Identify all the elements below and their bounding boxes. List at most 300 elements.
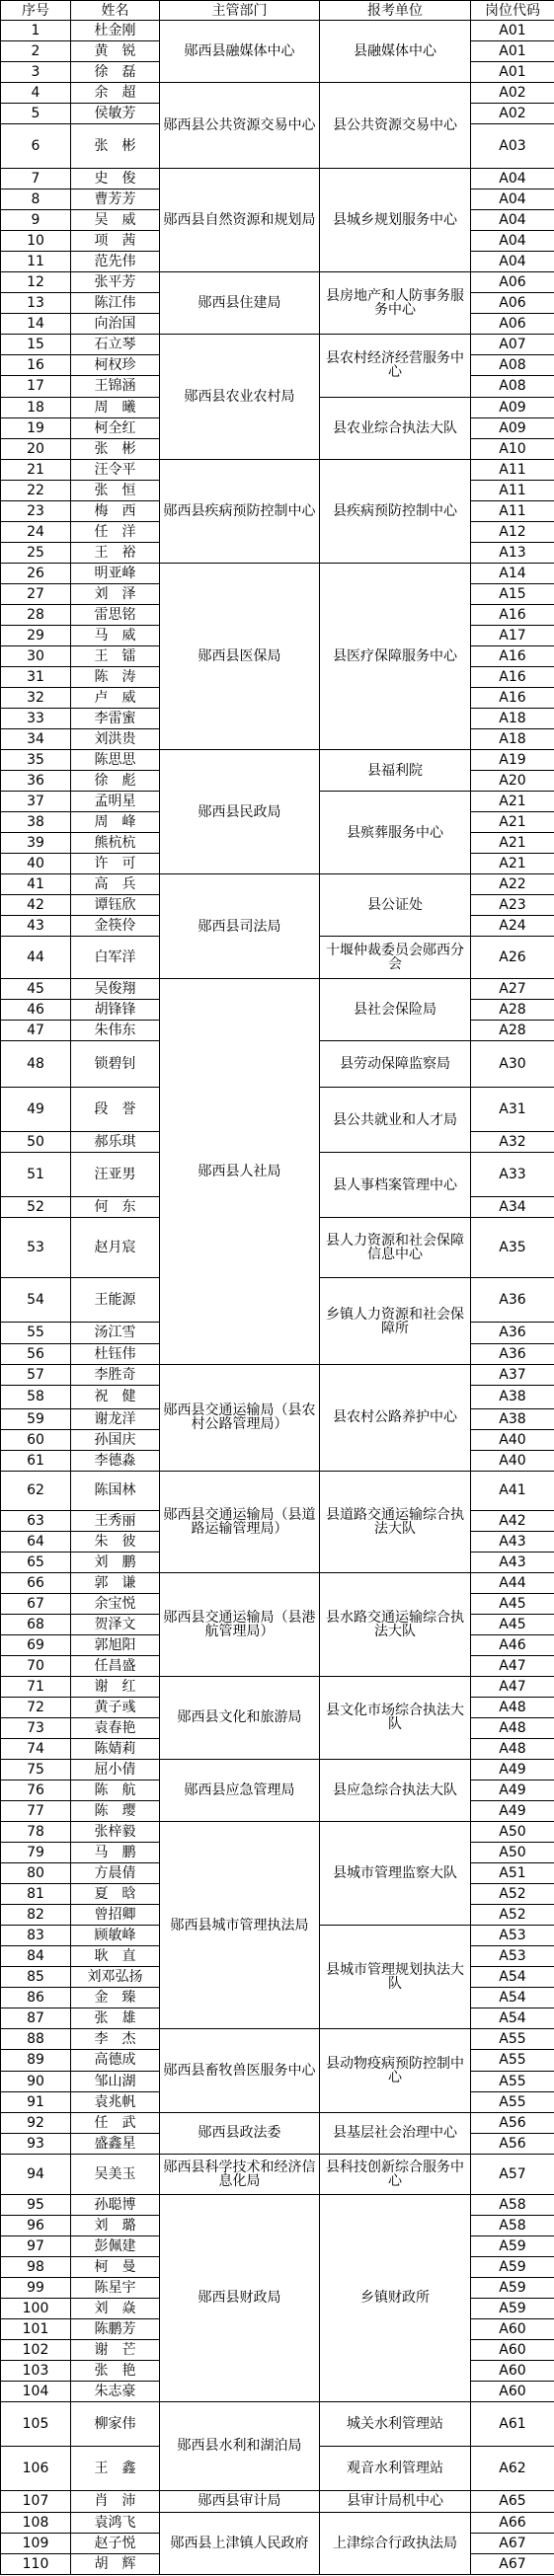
table-row: [1, 979, 554, 1000]
unit-cell: 县农村经济经营服务中心: [320, 335, 471, 397]
person-name: 陈江伟: [71, 293, 160, 314]
position-code: A02: [471, 83, 554, 104]
person-name: 吴美玉: [71, 2154, 160, 2194]
row-index: 34: [1, 729, 71, 750]
row-index: 2: [1, 41, 71, 62]
row-index: 98: [1, 2256, 71, 2277]
position-code: A46: [471, 1634, 554, 1655]
row-index: 51: [1, 1153, 71, 1197]
position-code: A36: [471, 1278, 554, 1323]
row-index: 46: [1, 1000, 71, 1021]
position-code: A26: [471, 937, 554, 979]
position-code: A27: [471, 979, 554, 1000]
department-cell: 郧西县民政局: [160, 750, 320, 874]
person-name: 张 艳: [71, 2360, 160, 2381]
position-code: A09: [471, 417, 554, 438]
table-body: [1, 21, 554, 2575]
person-name: 郭 谦: [71, 1572, 160, 1593]
person-name: 张平芳: [71, 272, 160, 293]
department-cell: 郧西县审计局: [160, 2490, 320, 2512]
unit-cell: 城关水利管理站: [320, 2401, 471, 2446]
table-row: [1, 2512, 554, 2533]
position-code: A48: [471, 1739, 554, 1760]
row-index: 22: [1, 480, 71, 500]
position-code: A40: [471, 1429, 554, 1450]
position-code: A36: [471, 1323, 554, 1343]
row-index: 70: [1, 1655, 71, 1676]
department-cell: 郧西县政法委: [160, 2112, 320, 2154]
person-name: 熊杭杭: [71, 833, 160, 854]
person-name: 陈 涛: [71, 666, 160, 687]
row-index: 95: [1, 2194, 71, 2215]
position-code: A06: [471, 293, 554, 314]
row-index: 32: [1, 687, 71, 708]
position-code: A28: [471, 1021, 554, 1041]
table-row: [1, 1364, 554, 1385]
unit-cell: 县公共就业和人才局: [320, 1088, 471, 1153]
position-code: A17: [471, 625, 554, 645]
position-code: A47: [471, 1676, 554, 1697]
row-index: 11: [1, 252, 71, 272]
person-name: 王 裕: [71, 542, 160, 563]
row-index: 69: [1, 1634, 71, 1655]
unit-cell: 县福利院: [320, 750, 471, 792]
person-name: 锁碧钊: [71, 1041, 160, 1088]
person-name: 陈国林: [71, 1471, 160, 1510]
position-code: A52: [471, 1884, 554, 1905]
row-index: 74: [1, 1739, 71, 1760]
person-name: 赵月宸: [71, 1218, 160, 1278]
position-code: A67: [471, 2533, 554, 2553]
person-name: 刘 泽: [71, 583, 160, 604]
header-department: 主管部门: [160, 1, 320, 21]
unit-cell: 县人力资源和社会保障信息中心: [320, 1218, 471, 1278]
department-cell: 郧西县人社局: [160, 979, 320, 1364]
person-name: 史 俊: [71, 169, 160, 189]
person-name: 郭旭阳: [71, 1634, 160, 1655]
row-index: 100: [1, 2298, 71, 2318]
position-code: A04: [471, 189, 554, 210]
table-row: [1, 2029, 554, 2050]
row-index: 27: [1, 583, 71, 604]
position-code: A11: [471, 480, 554, 500]
unit-cell: 县文化市场综合执法大队: [320, 1676, 471, 1759]
row-index: 57: [1, 1364, 71, 1385]
row-index: 82: [1, 1905, 71, 1926]
position-code: A33: [471, 1153, 554, 1197]
person-name: 卢 威: [71, 687, 160, 708]
row-index: 68: [1, 1614, 71, 1634]
person-name: 项 茜: [71, 231, 160, 252]
row-index: 106: [1, 2446, 71, 2490]
row-index: 109: [1, 2533, 71, 2553]
unit-cell: 十堰仲裁委员会郧西分会: [320, 937, 471, 979]
row-index: 30: [1, 645, 71, 666]
person-name: 李德淼: [71, 1450, 160, 1471]
position-code: A23: [471, 895, 554, 916]
header-name: 姓名: [71, 1, 160, 21]
position-code: A08: [471, 355, 554, 376]
person-name: 王 镭: [71, 645, 160, 666]
row-index: 42: [1, 895, 71, 916]
position-code: A40: [471, 1450, 554, 1471]
unit-cell: 观音水利管理站: [320, 2446, 471, 2490]
row-index: 21: [1, 459, 71, 480]
row-index: 80: [1, 1863, 71, 1884]
header-row: [1, 1, 554, 21]
person-name: 金 臻: [71, 1988, 160, 2008]
position-code: A44: [471, 1572, 554, 1593]
person-name: 郝乐琪: [71, 1132, 160, 1153]
person-name: 刘 璐: [71, 2215, 160, 2235]
unit-cell: 乡镇人力资源和社会保障所: [320, 1278, 471, 1364]
person-name: 耿 直: [71, 1946, 160, 1967]
table-row: [1, 1822, 554, 1843]
position-code: A48: [471, 1697, 554, 1717]
row-index: 101: [1, 2318, 71, 2339]
unit-cell: 县殡葬服务中心: [320, 792, 471, 874]
department-cell: 郧西县公共资源交易中心: [160, 83, 320, 169]
row-index: 15: [1, 335, 71, 355]
person-name: 金筷伶: [71, 916, 160, 937]
person-name: 王 鑫: [71, 2446, 160, 2490]
header-index: 序号: [1, 1, 71, 21]
position-code: A11: [471, 500, 554, 521]
position-code: A01: [471, 21, 554, 41]
row-index: 81: [1, 1884, 71, 1905]
row-index: 107: [1, 2490, 71, 2512]
person-name: 谢 芒: [71, 2339, 160, 2360]
unit-cell: 县医疗保障服务中心: [320, 563, 471, 749]
position-code: A14: [471, 563, 554, 583]
person-name: 刘 鹏: [71, 1552, 160, 1572]
person-name: 余 超: [71, 83, 160, 104]
row-index: 50: [1, 1132, 71, 1153]
position-code: A47: [471, 1655, 554, 1676]
row-index: 67: [1, 1593, 71, 1614]
person-name: 胡锋锋: [71, 1000, 160, 1021]
unit-cell: 县基层社会治理中心: [320, 2112, 471, 2154]
person-name: 陈鹏芳: [71, 2318, 160, 2339]
person-name: 徐 彪: [71, 771, 160, 792]
person-name: 张 恒: [71, 480, 160, 500]
person-name: 贺泽文: [71, 1614, 160, 1634]
position-code: A31: [471, 1088, 554, 1132]
person-name: 黄子彧: [71, 1697, 160, 1717]
position-code: A21: [471, 833, 554, 854]
row-index: 65: [1, 1552, 71, 1572]
position-code: A04: [471, 231, 554, 252]
position-code: A58: [471, 2194, 554, 2215]
position-code: A60: [471, 2360, 554, 2381]
position-code: A55: [471, 2091, 554, 2112]
row-index: 25: [1, 542, 71, 563]
person-name: 杜金刚: [71, 21, 160, 41]
position-code: A54: [471, 2008, 554, 2029]
person-name: 张 雄: [71, 2008, 160, 2029]
person-name: 白军洋: [71, 937, 160, 979]
position-code: A60: [471, 2318, 554, 2339]
person-name: 张梓毅: [71, 1822, 160, 1843]
position-code: A53: [471, 1926, 554, 1946]
row-index: 77: [1, 1801, 71, 1822]
unit-cell: 县劳动保障监察局: [320, 1041, 471, 1088]
position-code: A37: [471, 1364, 554, 1385]
position-code: A60: [471, 2339, 554, 2360]
row-index: 45: [1, 979, 71, 1000]
row-index: 29: [1, 625, 71, 645]
department-cell: 郧西县交通运输局（县港航管理局）: [160, 1572, 320, 1676]
person-name: 柯全红: [71, 417, 160, 438]
row-index: 61: [1, 1450, 71, 1471]
row-index: 88: [1, 2029, 71, 2050]
department-cell: 郧西县住建局: [160, 272, 320, 335]
row-index: 3: [1, 62, 71, 83]
position-code: A18: [471, 708, 554, 728]
person-name: 任 武: [71, 2112, 160, 2133]
person-name: 顾敏峰: [71, 1926, 160, 1946]
unit-cell: 县审计局机中心: [320, 2490, 471, 2512]
person-name: 刘洪贵: [71, 729, 160, 750]
person-name: 邹山湖: [71, 2071, 160, 2091]
person-name: 任 洋: [71, 521, 160, 542]
row-index: 4: [1, 83, 71, 104]
row-index: 9: [1, 210, 71, 231]
person-name: 向治国: [71, 314, 160, 335]
position-code: A06: [471, 314, 554, 335]
person-name: 何 东: [71, 1197, 160, 1218]
person-name: 王秀丽: [71, 1510, 160, 1531]
person-name: 陈婧莉: [71, 1739, 160, 1760]
person-name: 陈 航: [71, 1780, 160, 1801]
row-index: 91: [1, 2091, 71, 2112]
department-cell: 郧西县交通运输局（县农村公路管理局）: [160, 1364, 320, 1471]
position-code: A02: [471, 104, 554, 124]
person-name: 陈 璎: [71, 1801, 160, 1822]
person-name: 孙国庆: [71, 1429, 160, 1450]
unit-cell: 县疾病预防控制中心: [320, 459, 471, 563]
table-row: [1, 2490, 554, 2512]
position-code: A61: [471, 2401, 554, 2446]
row-index: 36: [1, 771, 71, 792]
row-index: 40: [1, 854, 71, 874]
person-name: 杜钰伟: [71, 1343, 160, 1364]
table-row: [1, 169, 554, 189]
person-name: 赵子悦: [71, 2533, 160, 2553]
unit-cell: 乡镇财政所: [320, 2194, 471, 2401]
row-index: 105: [1, 2401, 71, 2446]
row-index: 38: [1, 812, 71, 833]
table-row: [1, 335, 554, 355]
row-index: 43: [1, 916, 71, 937]
row-index: 20: [1, 438, 71, 459]
position-code: A36: [471, 1343, 554, 1364]
position-code: A04: [471, 210, 554, 231]
person-name: 柯权珍: [71, 355, 160, 376]
row-index: 92: [1, 2112, 71, 2133]
position-code: A22: [471, 874, 554, 895]
person-name: 李 杰: [71, 2029, 160, 2050]
position-code: A55: [471, 2071, 554, 2091]
position-code: A15: [471, 583, 554, 604]
row-index: 72: [1, 1697, 71, 1717]
person-name: 任昌盛: [71, 1655, 160, 1676]
table-row: [1, 2194, 554, 2215]
table-row: [1, 1471, 554, 1510]
position-code: A28: [471, 1000, 554, 1021]
row-index: 58: [1, 1385, 71, 1408]
position-code: A32: [471, 1132, 554, 1153]
position-code: A67: [471, 2554, 554, 2575]
position-code: A52: [471, 1905, 554, 1926]
department-cell: 郧西县医保局: [160, 563, 320, 749]
row-index: 62: [1, 1471, 71, 1510]
table-row: [1, 874, 554, 895]
row-index: 31: [1, 666, 71, 687]
row-index: 66: [1, 1572, 71, 1593]
unit-cell: 县农业综合执法大队: [320, 397, 471, 459]
position-code: A18: [471, 729, 554, 750]
person-name: 马 鹏: [71, 1843, 160, 1863]
person-name: 许 可: [71, 854, 160, 874]
person-name: 王能源: [71, 1278, 160, 1323]
row-index: 56: [1, 1343, 71, 1364]
row-index: 102: [1, 2339, 71, 2360]
department-cell: 郧西县财政局: [160, 2194, 320, 2401]
position-code: A54: [471, 1967, 554, 1988]
row-index: 59: [1, 1408, 71, 1429]
position-code: A13: [471, 542, 554, 563]
person-name: 肖 沛: [71, 2490, 160, 2512]
person-name: 陈思思: [71, 750, 160, 771]
person-name: 高德成: [71, 2050, 160, 2071]
row-index: 49: [1, 1088, 71, 1132]
row-index: 76: [1, 1780, 71, 1801]
table-row: [1, 272, 554, 293]
position-code: A06: [471, 272, 554, 293]
person-name: 段 誉: [71, 1088, 160, 1132]
row-index: 108: [1, 2512, 71, 2533]
position-code: A04: [471, 169, 554, 189]
row-index: 14: [1, 314, 71, 335]
table-row: [1, 1676, 554, 1697]
position-code: A59: [471, 2277, 554, 2298]
person-name: 孟明星: [71, 792, 160, 812]
row-index: 39: [1, 833, 71, 854]
row-index: 55: [1, 1323, 71, 1343]
person-name: 谭钰欣: [71, 895, 160, 916]
row-index: 110: [1, 2554, 71, 2575]
row-index: 12: [1, 272, 71, 293]
row-index: 64: [1, 1531, 71, 1552]
table-row: [1, 83, 554, 104]
position-code: A49: [471, 1801, 554, 1822]
person-name: 范先伟: [71, 252, 160, 272]
person-name: 刘 焱: [71, 2298, 160, 2318]
position-code: A50: [471, 1843, 554, 1863]
person-name: 石立琴: [71, 335, 160, 355]
person-name: 曹芳芳: [71, 189, 160, 210]
department-cell: 郧西县交通运输局（县道路运输管理局）: [160, 1471, 320, 1572]
person-name: 朱志豪: [71, 2381, 160, 2401]
person-name: 屈小倩: [71, 1760, 160, 1780]
department-cell: 郧西县农业农村局: [160, 335, 320, 459]
row-index: 75: [1, 1760, 71, 1780]
unit-cell: 县社会保险局: [320, 979, 471, 1041]
person-name: 谢龙洋: [71, 1408, 160, 1429]
department-cell: 郧西县畜牧兽医服务中心: [160, 2029, 320, 2112]
person-name: 胡 辉: [71, 2554, 160, 2575]
position-code: A24: [471, 916, 554, 937]
unit-cell: 县城乡规划服务中心: [320, 169, 471, 272]
position-code: A41: [471, 1471, 554, 1510]
position-code: A04: [471, 252, 554, 272]
table-row: [1, 2112, 554, 2133]
position-code: A16: [471, 666, 554, 687]
department-cell: 郧西县疾病预防控制中心: [160, 459, 320, 563]
position-code: A21: [471, 792, 554, 812]
row-index: 1: [1, 21, 71, 41]
row-index: 16: [1, 355, 71, 376]
unit-cell: 县道路交通运输综合执法大队: [320, 1471, 471, 1572]
person-name: 汪令平: [71, 459, 160, 480]
person-name: 李胜奇: [71, 1364, 160, 1385]
position-code: A65: [471, 2490, 554, 2512]
position-code: A59: [471, 2298, 554, 2318]
department-cell: 郧西县文化和旅游局: [160, 1676, 320, 1759]
row-index: 7: [1, 169, 71, 189]
row-index: 28: [1, 604, 71, 625]
position-code: A53: [471, 1946, 554, 1967]
department-cell: 郧西县科学技术和经济信息化局: [160, 2154, 320, 2194]
unit-cell: 县水路交通运输综合执法大队: [320, 1572, 471, 1676]
person-name: 周 峰: [71, 812, 160, 833]
unit-cell: 县公共资源交易中心: [320, 83, 471, 169]
position-code: A56: [471, 2112, 554, 2133]
person-name: 吴俊翔: [71, 979, 160, 1000]
row-index: 86: [1, 1988, 71, 2008]
unit-cell: 县城市管理监察大队: [320, 1822, 471, 1926]
row-index: 54: [1, 1278, 71, 1323]
position-code: A16: [471, 604, 554, 625]
row-index: 89: [1, 2050, 71, 2071]
unit-cell: 上津综合行政执法局: [320, 2512, 471, 2574]
position-code: A12: [471, 521, 554, 542]
department-cell: 郧西县融媒体中心: [160, 21, 320, 83]
table-row: [1, 1572, 554, 1593]
position-code: A49: [471, 1780, 554, 1801]
person-name: 明亚峰: [71, 563, 160, 583]
row-index: 23: [1, 500, 71, 521]
person-name: 余宝悦: [71, 1593, 160, 1614]
position-code: A59: [471, 2256, 554, 2277]
department-cell: 郧西县应急管理局: [160, 1760, 320, 1822]
position-code: A07: [471, 335, 554, 355]
table-row: [1, 1760, 554, 1780]
row-index: 71: [1, 1676, 71, 1697]
row-index: 104: [1, 2381, 71, 2401]
person-name: 梅 西: [71, 500, 160, 521]
department-cell: 郧西县水利和湖泊局: [160, 2401, 320, 2490]
person-name: 侯敏芳: [71, 104, 160, 124]
person-name: 孙聪博: [71, 2194, 160, 2215]
person-name: 谢 红: [71, 1676, 160, 1697]
person-name: 周 曦: [71, 397, 160, 417]
row-index: 97: [1, 2235, 71, 2256]
person-name: 朱 彼: [71, 1531, 160, 1552]
position-code: A49: [471, 1760, 554, 1780]
position-code: A03: [471, 124, 554, 169]
